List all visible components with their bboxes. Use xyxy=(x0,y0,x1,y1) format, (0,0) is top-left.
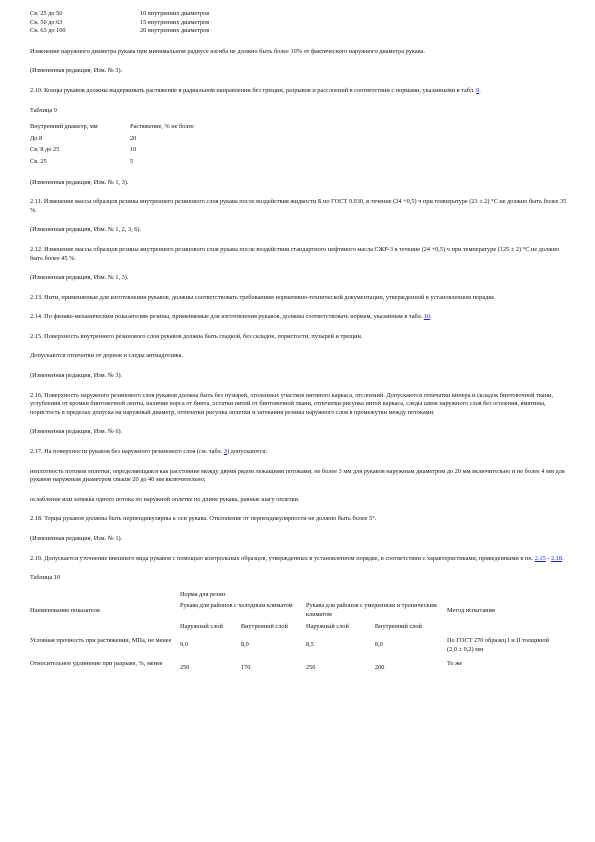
table-9-title: Таблица 9 xyxy=(30,106,57,114)
column-header-method: Метод испытания xyxy=(447,606,495,614)
table-cell: 250 xyxy=(306,664,316,672)
revision-note: (Измененная редакция, Изм. № 1). xyxy=(30,535,123,542)
paragraph-2-15-note: Допускаются отпечатки от дорнов и следы антиадгезива. xyxy=(30,352,183,360)
table-cell: 8,5 xyxy=(306,641,314,649)
table-9-header-cell: Внутренний диаметр, мм xyxy=(30,123,98,131)
table-9 xyxy=(30,123,570,166)
top-table xyxy=(30,10,570,36)
paragraph-2-16: 2.16. Поверхность наружного резинового слоя рукавов должна быть без пузырей, оголенных участков нитяного каркаса, отслоений. Допускаются отпечатки кипера и складок бинтовочной ткани, углубления от кромки бинтовочной ленты, наличие ворса от бинта, остатки нитей от бинтовочной ткани, отпечатки рисунка нитей каркаса, следы швов наружного слоя без оголения, вмятины, пористость в пределах допуска на наружный диаметр, отпечатки рисунка оплетки и затекания резины наружного слоя в промежутки между потоками. xyxy=(30,391,553,416)
table-10-title: Таблица 10 xyxy=(30,574,61,582)
revision-note: (Измененная редакция, Изм. № 6). xyxy=(30,428,123,436)
table-cell: 5 xyxy=(130,157,134,165)
paragraph-2-17-item: ослабление или затяжка одного потока по наружной оплетке по длине рукава, равные шагу оплетки. xyxy=(30,495,300,503)
norm-header: Норма для резин xyxy=(180,590,226,598)
table-cell: 8,0 xyxy=(374,641,383,649)
top-row xyxy=(30,19,570,28)
table-row xyxy=(30,654,550,673)
sub-header-outer: Наружный слой xyxy=(180,622,223,630)
paragraph-text: ) допускаются: xyxy=(226,448,267,456)
paragraph-text: 2.14. По физико-механическим показателям резины, применяемые для изготовления рукавов, должны соответствовать нормам, указанным в табл. xyxy=(30,313,424,321)
clause-2-18-link[interactable]: 2.18 xyxy=(551,554,563,562)
paragraph-2-10 xyxy=(30,87,570,96)
table-row xyxy=(30,158,570,167)
top-value: 15 внутренних диаметров xyxy=(140,18,210,26)
paragraph-2-17-item: неплотность потоков оплетки, определяющаяся как расстояние между двумя рядом лежащими потоками, не более 3 мм для рукавов наружным диаметром до 20 мм включительно и не более 4 мм для рукавов наружным диаметром свыше 20 до 40 мм включительно; xyxy=(30,467,565,484)
group-header-cold: Рукава для районов с холодным климатом xyxy=(180,602,293,610)
column-header-name: Наименование показателя xyxy=(30,606,100,614)
sub-header-inner: Внутренний слой xyxy=(374,622,422,630)
group-header-moderate: Рукава для районов с умеренным и тропическим климатом xyxy=(306,602,437,618)
table-cell: По ГОСТ 270 образец I и II толщиной (2,0 ± 0,2) мм xyxy=(447,637,549,653)
table-10-link[interactable]: 10 xyxy=(423,313,431,321)
paragraph-2-11: 2.11. Изменение массы образцов резины внутреннего резинового слоя рукава после воздействия жидкости Б по ГОСТ 9.030, в течение (24 +0,5) ч при температуре (23 ± 2) °С не должно быть более 35 %. xyxy=(30,198,567,214)
paragraph-text: 2.17. На поверхности рукавов без наружного резинового слоя (см. табл. xyxy=(30,448,224,456)
sub-header-inner: Внутренний слой xyxy=(240,622,288,630)
paragraph-text: . xyxy=(430,313,432,321)
table-cell: 20 xyxy=(130,134,137,142)
paragraph-2-18: 2.18. Торцы рукавов должны быть перпендикулярны к оси рукава. Отклонение от перпендикулярности не должно быть более 5°. xyxy=(30,515,377,523)
revision-note: (Измененная редакция, Изм. № 3). xyxy=(30,67,123,75)
paragraph-text: - xyxy=(545,554,552,562)
top-range: Св. 63 до 100 xyxy=(30,27,66,35)
table-cell: 170 xyxy=(240,664,251,672)
table-cell: Св. 8 до 25 xyxy=(30,146,60,154)
table-10-header-row xyxy=(30,591,550,603)
table-10 xyxy=(30,591,550,673)
revision-note: (Измененная редакция, Изм. № 1, 3). xyxy=(30,178,129,186)
paragraph-bend: Изменение наружного диаметра рукава при минимальном радиусе изгиба не должно быть более 10% от фактического наружного диаметра рукава. xyxy=(30,47,425,55)
sub-header-outer: Наружный слой xyxy=(306,622,349,630)
paragraph-text: . xyxy=(479,86,481,94)
table-9-link[interactable]: 9 xyxy=(476,86,480,94)
top-value: 20 внутренних диаметров xyxy=(140,27,210,35)
revision-note: (Измененная редакция, Изм. № 1, 3). xyxy=(30,274,129,282)
revision-note: (Измененная редакция, Изм. № 3). xyxy=(30,372,123,380)
table-cell: Условная прочность при растяжении, МПа, не менее xyxy=(30,637,172,645)
table-cell: Св. 25 xyxy=(30,157,47,165)
table-cell: 10 xyxy=(130,146,137,154)
paragraph-text: . xyxy=(562,554,564,562)
paragraph-2-12: 2.12. Изменение массы образцов резины внутреннего резинового слоя рукава после воздействия стандартного нефтяного масла СЖР-3 в течение (24 +0,5) ч при температуре (125 ± 2) °С не должно быть более 45 %. xyxy=(30,245,559,262)
table-cell: Относительное удлинение при разрыве, %, менее xyxy=(30,660,163,668)
top-row xyxy=(30,10,570,19)
paragraph-2-19 xyxy=(30,555,570,564)
paragraph-2-13: 2.13. Нити, применяемые для изготовления рукавов, должны соответствовать требованиям нормативно-технической документации, утвержденной в установленном порядке. xyxy=(30,293,496,301)
document-page xyxy=(30,10,570,673)
paragraph-text: 2.19. Допускается уточнение внешнего вида рукавов с помощью контрольных образцов, утвержденных в установленном порядке, в соответствии с характеристиками, приведенными в пп. xyxy=(30,554,535,562)
top-range: Св. 25 до 50 xyxy=(30,10,63,17)
table-9-header xyxy=(30,123,570,132)
paragraph-2-14 xyxy=(30,313,570,322)
table-cell: 200 xyxy=(374,664,385,672)
table-3-link[interactable]: 3 xyxy=(223,448,227,456)
table-cell: 250 xyxy=(180,664,190,672)
table-row xyxy=(30,631,550,654)
top-range: Св. 50 до 63 xyxy=(30,18,63,26)
paragraph-text: 2.10. Концы рукавов должны выдерживать растяжение в радиальном направлении без трещин, разрывов и расслоений в соответствии с нормами, указанными в табл. xyxy=(30,86,477,94)
table-cell: До 8 xyxy=(30,134,43,142)
table-cell: 9,0 xyxy=(180,641,188,649)
top-value: 10 внутренних диаметров xyxy=(140,10,210,17)
table-cell: То же xyxy=(447,660,463,668)
top-row xyxy=(30,27,570,36)
table-cell: 8,0 xyxy=(240,641,249,649)
table-9-header-cell: Растяжение, % не более xyxy=(130,123,194,131)
paragraph-2-15: 2.15. Поверхность внутреннего резинового слоя рукавов должна быть гладкой, без складок, пористости, пузырей и трещин. xyxy=(30,332,363,340)
clause-2-15-link[interactable]: 2.15 xyxy=(534,554,546,562)
table-row xyxy=(30,135,570,144)
revision-note: (Измененная редакция, Изм. № 1, 2, 3, 6). xyxy=(30,226,142,234)
table-row xyxy=(30,146,570,155)
paragraph-2-17 xyxy=(30,448,570,457)
